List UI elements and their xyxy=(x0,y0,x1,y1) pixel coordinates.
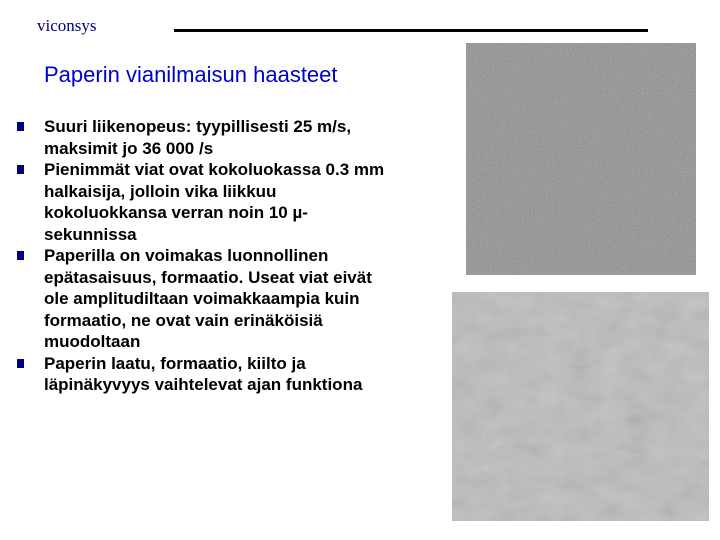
company-logo: viconsys xyxy=(37,16,97,35)
bullet-text: Paperin laatu, formaatio, kiilto ja läpinäkyvyys vaihtelevat ajan funktiona xyxy=(44,353,363,394)
bullet-text: Pienimmät viat ovat kokoluokassa 0.3 mm halkaisija, jolloin vika liikkuu kokoluokkansa verran noin 10 µ-sekunnissa xyxy=(44,160,385,244)
bullet-list xyxy=(17,116,397,396)
bullet-item xyxy=(17,245,397,353)
square-bullet-icon xyxy=(17,122,24,131)
bullet-item xyxy=(17,116,397,159)
slide-title: Paperin vianilmaisun haasteet xyxy=(44,62,338,87)
paper-formation-image-dark xyxy=(466,43,696,275)
bullet-item xyxy=(17,353,397,396)
bullet-text: Suuri liikenopeus: tyypillisesti 25 m/s, maksimit jo 36 000 /s xyxy=(44,117,352,158)
paper-formation-image-light xyxy=(452,292,709,521)
square-bullet-icon xyxy=(17,165,24,174)
square-bullet-icon xyxy=(17,251,24,260)
bullet-item xyxy=(17,159,397,245)
square-bullet-icon xyxy=(17,359,24,368)
bullet-text: Paperilla on voimakas luonnollinen epätasaisuus, formaatio. Useat viat eivät ole amplitudiltaan voimakkaampia kuin formaatio, ne ovat vain erinäköisiä muodoltaan xyxy=(44,246,372,351)
header-divider xyxy=(174,29,648,32)
